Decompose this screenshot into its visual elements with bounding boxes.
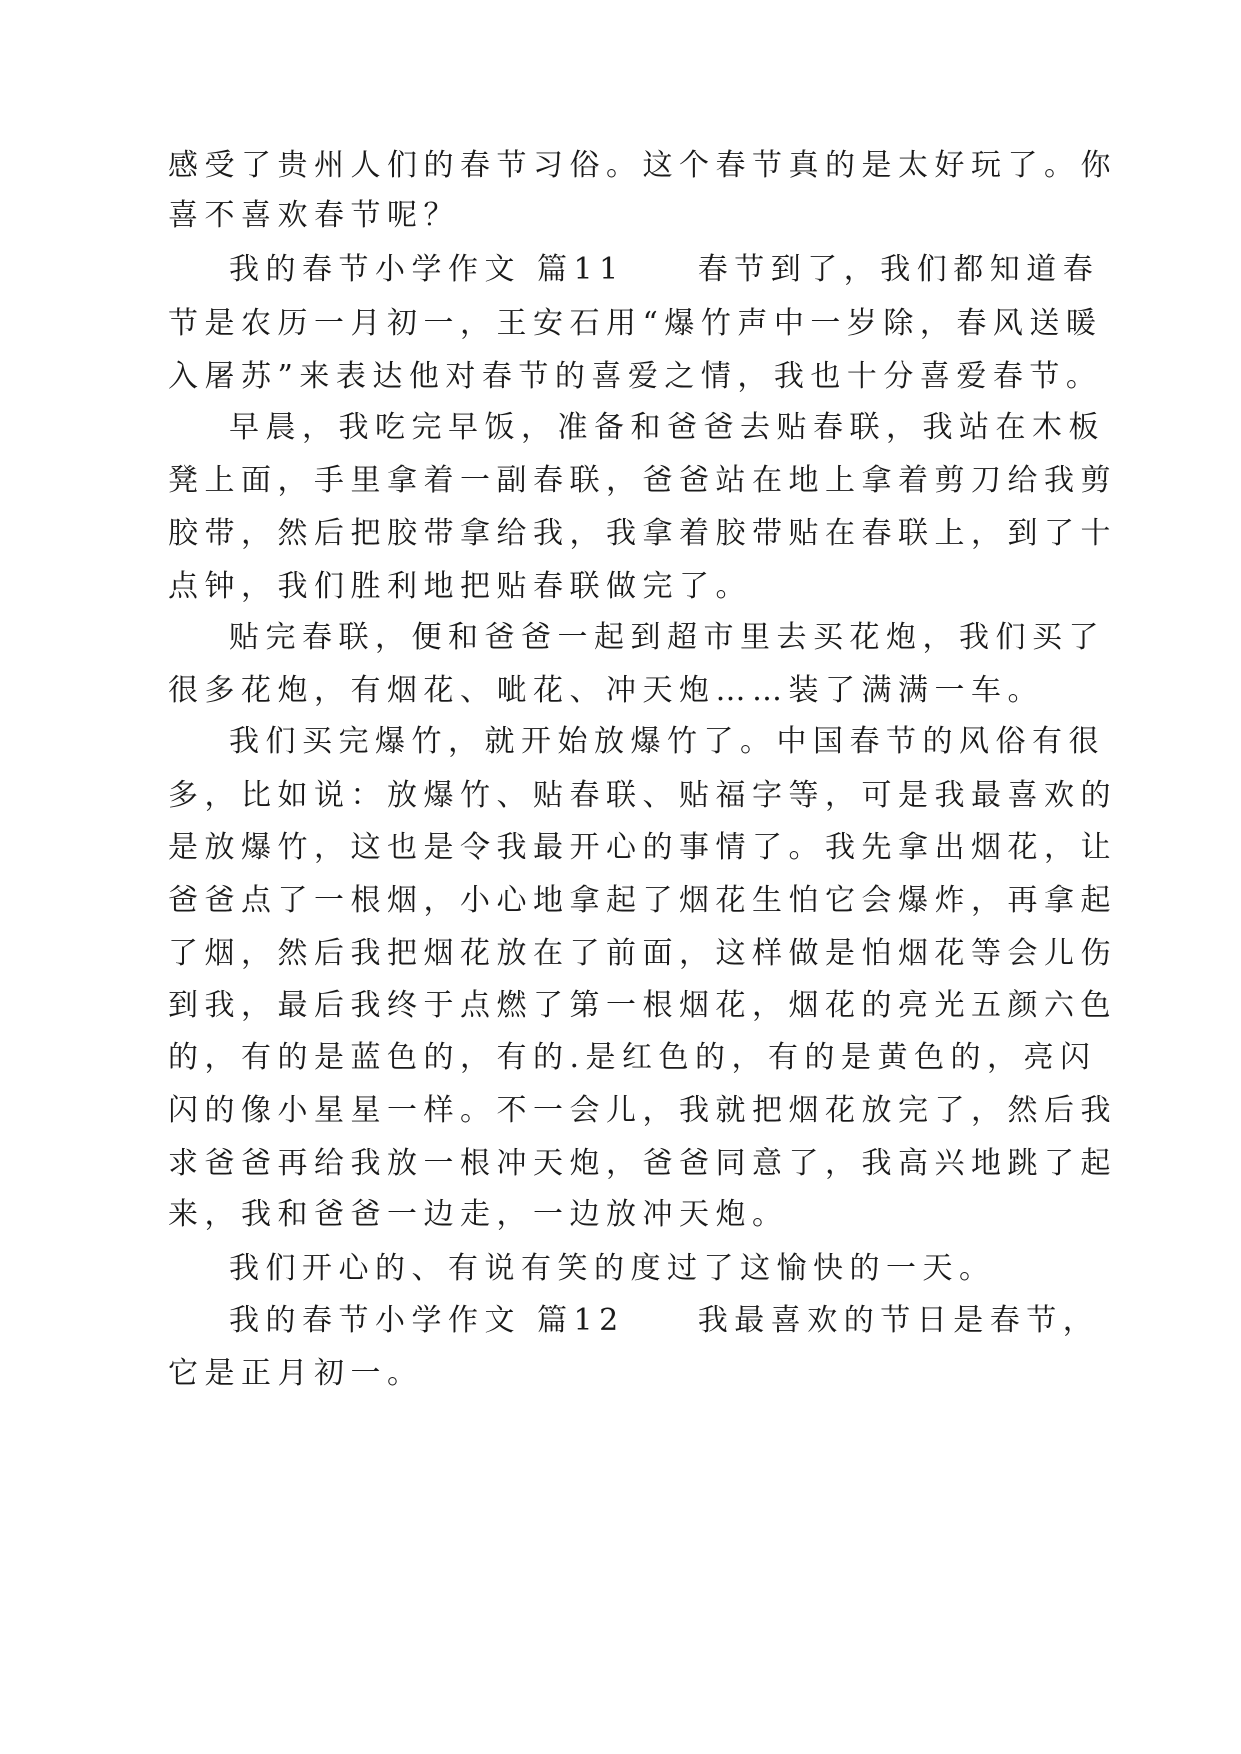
paragraph-start-line: 我们开心的、有说有笑的度过了这愉快的一天。 xyxy=(229,1251,996,1286)
text-line: 爸爸点了一根烟，小心地拿起了烟花生怕它会爆炸，再拿起 xyxy=(168,883,1117,918)
text-line: 了烟，然后我把烟花放在了前面，这样做是怕烟花等会儿伤 xyxy=(168,936,1117,971)
text-line: 求爸爸再给我放一根冲天炮，爸爸同意了，我高兴地跳了起 xyxy=(168,1146,1117,1181)
text-line: 来，我和爸爸一边走，一边放冲天炮。 xyxy=(168,1197,789,1232)
text-line: 节是农历一月初一，王安石用“爆竹声中一岁除，春风送暖 xyxy=(168,306,1103,341)
paragraph-start-line: 贴完春联，便和爸爸一起到超市里去买花炮，我们买了 xyxy=(229,620,1105,655)
text-line: 很多花炮，有烟花、呲花、冲天炮……装了满满一车。 xyxy=(168,673,1044,708)
paragraph-start-line: 我们买完爆竹，就开始放爆竹了。中国春节的风俗有很 xyxy=(229,724,1105,759)
text-line: 闪的像小星星一样。不一会儿，我就把烟花放完了，然后我 xyxy=(168,1093,1117,1128)
text-line: 到我，最后我终于点燃了第一根烟花，烟花的亮光五颜六色 xyxy=(168,988,1117,1023)
text-line: 感受了贵州人们的春节习俗。这个春节真的是太好玩了。你 xyxy=(168,148,1117,183)
text-line: 多，比如说：放爆竹、贴春联、贴福字等，可是我最喜欢的 xyxy=(168,778,1117,813)
text-line: 喜不喜欢春节呢？ xyxy=(168,198,460,233)
text-line: 凳上面，手里拿着一副春联，爸爸站在地上拿着剪刀给我剪 xyxy=(168,463,1117,498)
section-heading-line: 我的春节小学作文 篇12 我最喜欢的节日是春节， xyxy=(229,1303,1100,1338)
section-heading-line: 我的春节小学作文 篇11 春节到了，我们都知道春 xyxy=(229,252,1100,287)
text-line: 是放爆竹，这也是令我最开心的事情了。我先拿出烟花，让 xyxy=(168,830,1117,865)
text-line: 的，有的是蓝色的，有的.是红色的，有的是黄色的，亮闪 xyxy=(168,1040,1097,1075)
paragraph-start-line: 早晨，我吃完早饭，准备和爸爸去贴春联，我站在木板 xyxy=(229,410,1105,445)
text-line: 入屠苏”来表达他对春节的喜爱之情，我也十分喜爱春节。 xyxy=(168,359,1103,394)
text-line: 胶带，然后把胶带拿给我，我拿着胶带贴在春联上，到了十 xyxy=(168,516,1117,551)
text-line: 点钟，我们胜利地把贴春联做完了。 xyxy=(168,569,752,604)
text-line: 它是正月初一。 xyxy=(168,1356,424,1391)
